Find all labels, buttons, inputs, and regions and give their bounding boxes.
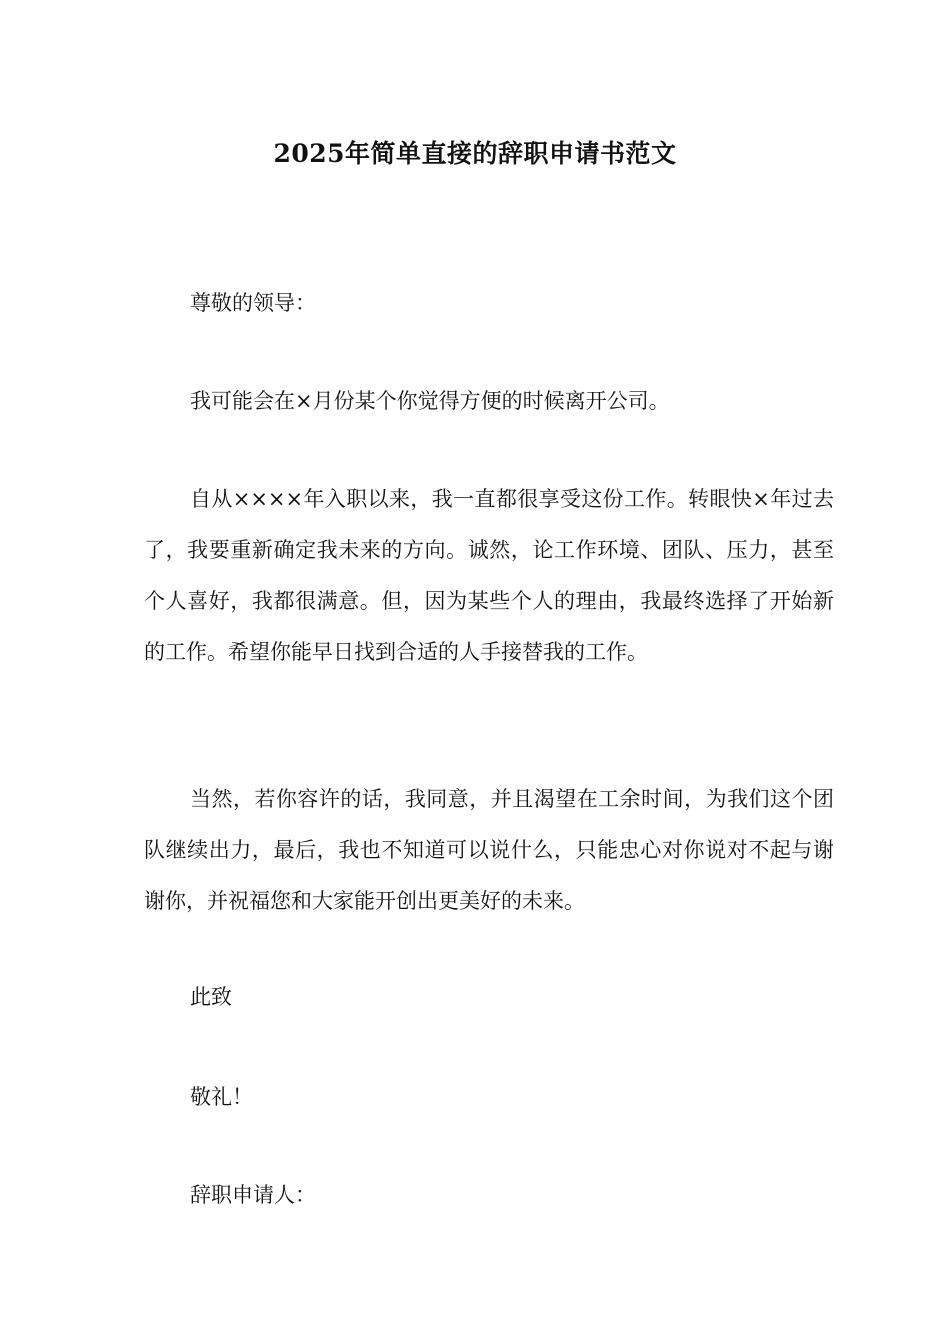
signature-label: 辞职申请人： — [190, 1183, 316, 1207]
paragraph-intent: 我可能会在×月份某个你觉得方便的时候离开公司。 — [190, 389, 670, 413]
closing-cizhi: 此致 — [190, 985, 232, 1009]
paragraph-thanks: 当然，若你容许的话，我同意，并且渴望在工余时间，为我们这个团队继续出力，最后，我也不知道可以说什么，只能忠心对你说对不起与谢谢你，并祝福您和大家能开创出更美好的未来。 — [144, 787, 834, 913]
salutation: 尊敬的领导： — [190, 291, 316, 315]
paragraph-reason: 自从××××年入职以来，我一直都很享受这份工作。转眼快×年过去了，我要重新确定我未来的方向。诚然，论工作环境、团队、压力，甚至个人喜好，我都很满意。但，因为某些个人的理由，我最终选择了开始新的工作。希望你能早日找到合适的人手接替我的工作。 — [144, 487, 834, 664]
document-title: 2025年简单直接的辞职申请书范文 — [273, 139, 677, 168]
closing-jingli: 敬礼！ — [190, 1085, 253, 1109]
